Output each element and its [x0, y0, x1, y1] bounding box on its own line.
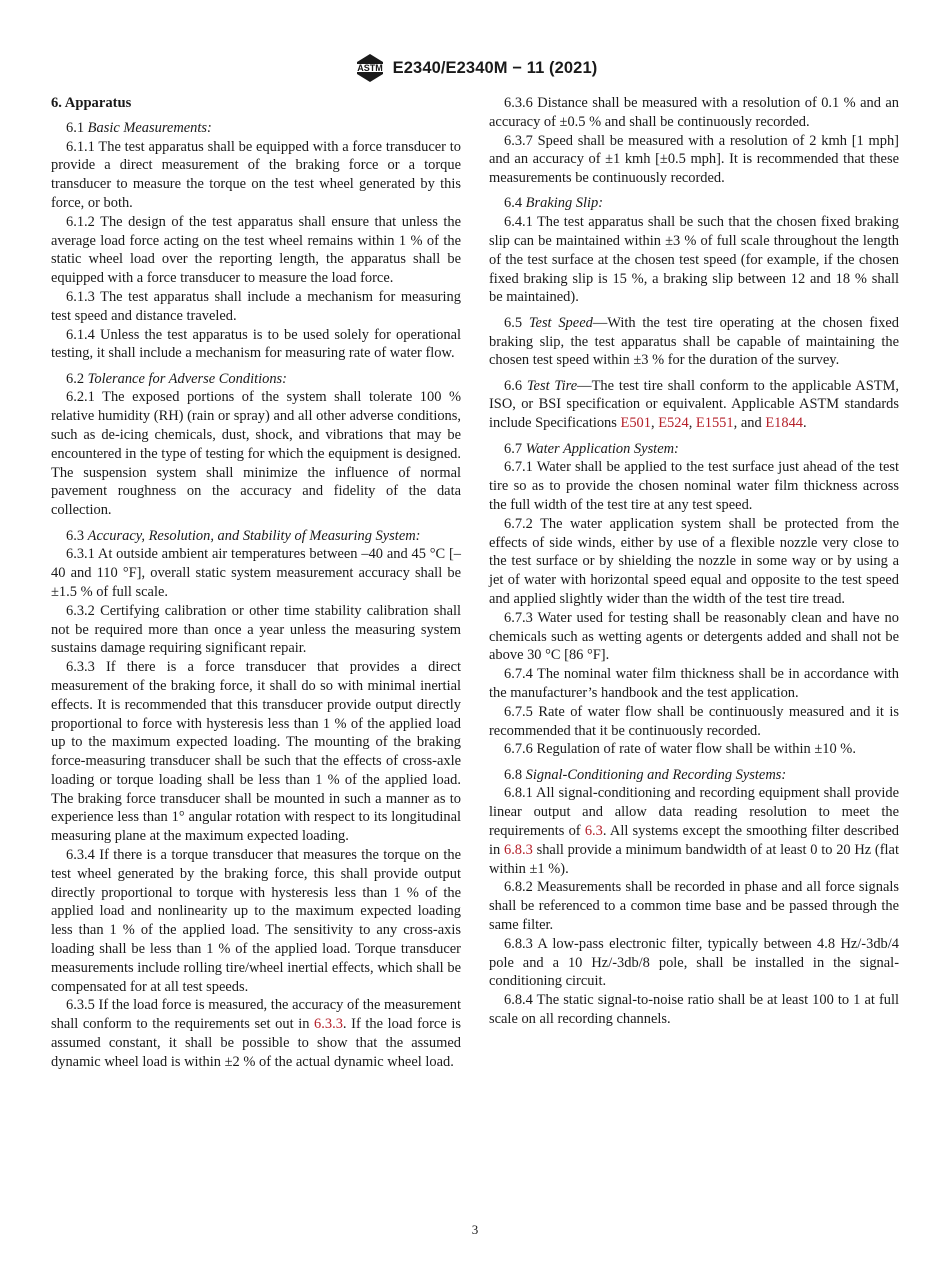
paragraph-6-3-7: 6.3.7 Speed shall be measured with a resolution of 2 kmh [1 mph] and an accuracy of ±1 kmh [±0.5 mph]. It is recommended that these measurements be continuously recorded. — [489, 132, 899, 187]
svg-text:ASTM: ASTM — [356, 63, 383, 73]
paragraph-6-1-4: 6.1.4 Unless the test apparatus is to be used solely for operational testing, it shall include a mechanism for measuring rate of water flow. — [51, 326, 461, 362]
paragraph-6-3-4: 6.3.4 If there is a torque transducer that measures the torque on the test wheel generated by the braking force, this shall provide output directly proportional to torque with hysteresis less than 1 % of the applied load and nonlinearity up to the maximum expected loading less than 1 % of the applied load. The sensitivity to any cross-axis loading shall be less than 1 % of the applied load. Torque transducer measurements include rolling tire/wheel inertial effects, which shall be compensated for at all test speeds. — [51, 847, 461, 995]
subsection-6-7-title: 6.7 Water Application System: — [504, 440, 679, 457]
astm-logo-icon — [353, 52, 387, 84]
left-column — [51, 94, 461, 1072]
section-heading: 6. Apparatus — [51, 95, 132, 111]
paragraph-6-7-1: 6.7.1 Water shall be applied to the test surface just ahead of the test tire so as to provide the chosen nominal water film thickness across the full width of the test tire at any test speed. — [489, 459, 899, 513]
subsection-6-3-title: 6.3 Accuracy, Resolution, and Stability of Measuring System: — [66, 527, 421, 544]
reference-link-e501[interactable]: E501 — [620, 415, 651, 432]
standard-designation: E2340/E2340M − 11 (2021) — [392, 58, 598, 77]
reference-link-6-3-3[interactable]: 6.3.3 — [314, 1016, 343, 1033]
paragraph-6-5: 6.5 Test Speed—With the test tire operating at the chosen fixed braking slip, the test apparatus shall be capable of maintaining the chosen test speed within ±3 % for the duration of the survey. — [489, 314, 900, 369]
paragraph-6-8-2: 6.8.2 Measurements shall be recorded in phase and all force signals shall be referenced to a common time base and be passed through the same filter. — [489, 879, 899, 933]
reference-link-6-8-3[interactable]: 6.8.3 — [503, 841, 533, 858]
paragraph-6-7-6: 6.7.6 Regulation of rate of water flow shall be within ±10 %. — [504, 741, 856, 758]
paragraph-6-1-3: 6.1.3 The test apparatus shall include a mechanism for measuring test speed and distance traveled. — [51, 288, 461, 324]
paragraph-6-7-3: 6.7.3 Water used for testing shall be reasonably clean and have no chemicals such as wetting agents or detergents added and shall not be above 30 °C [86 °F]. — [489, 609, 899, 664]
subsection-6-2-title: 6.2 Tolerance for Adverse Conditions: — [66, 370, 287, 387]
paragraph-6-7-5: 6.7.5 Rate of water flow shall be continuously measured and it is recommended that it be continuously recorded. — [489, 703, 899, 739]
paragraph-6-3-2: 6.3.2 Certifying calibration or other time stability calibration shall not be required more than once a year unless the measuring system sustains damage requiring significant repair. — [51, 602, 461, 657]
paragraph-6-8-3: 6.8.3 A low-pass electronic filter, typically between 4.8 Hz/-3db/4 pole and a 10 Hz/-3db/8 pole, shall be installed in the signal-conditioning circuit. — [489, 935, 899, 990]
reference-link-6-3[interactable]: 6.3 — [584, 822, 603, 839]
paragraph-6-3-3: 6.3.3 If there is a force transducer that provides a direct measurement of the braking force, it shall do so with minimal inertial effects. It is recommended that this transducer provide output directly proportional to force with hysteresis less than 1 % of the applied load up to the maximum expected loading. The mounting of the braking force-measuring transducer shall be such that the effects of cross-axle loading or torque loading shall be less than 1 % of the applied load. The braking force transducer shall be mounted in such a manner as to experience less than 1° angular rotation with respect to its longitudinal measuring plane at the maximum expected loading. — [51, 659, 461, 845]
paragraph-6-2-1: 6.2.1 The exposed portions of the system shall tolerate 100 % relative humidity (RH) (rain or spray) and all other adverse conditions, such as de-icing chemicals, dust, shock, and vibrations that may be encountered in the type of testing for which the equipment is designed. The suspension system shall minimize the influence of normal pavement roughness on the accuracy and fidelity of the data collection. — [51, 389, 461, 519]
subsection-6-1-title: 6.1 Basic Measurements: — [66, 119, 212, 136]
paragraph-6-7-4: 6.7.4 The nominal water film thickness shall be in accordance with the manufacturer’s handbook and the test application. — [489, 666, 899, 701]
paragraph-6-3-6: 6.3.6 Distance shall be measured with a resolution of 0.1 % and an accuracy of ±0.5 % and shall be continuously recorded. — [489, 95, 899, 130]
paragraph-6-3-5: 6.3.5 If the load force is measured, the accuracy of the measurement shall conform to the requirements set out in 6.3.3. If the load force is assumed constant, it shall be possible to show that the assumed dynamic wheel load is within ±2 % of the actual dynamic wheel load. — [51, 997, 461, 1070]
page-header — [0, 52, 950, 84]
paragraph-6-8-1: 6.8.1 All signal-conditioning and recording equipment shall provide linear output and allow data reading resolution to meet the requirements of 6.3. All systems except the smoothing filter described in 6.8.3 shall provide a minimum bandwidth of at least 0 to 20 Hz (flat within ±1 %). — [489, 785, 899, 877]
paragraph-6-1-2: 6.1.2 The design of the test apparatus shall ensure that unless the average load force acting on the test wheel remains within 1 % of the static wheel load over the reporting length, the apparatus shall be equipped with a force transducer to measure the load force. — [51, 213, 461, 287]
reference-link-e524[interactable]: E524 — [658, 415, 689, 432]
reference-link-e1551[interactable]: E1551 — [695, 415, 734, 432]
paragraph-6-3-1: 6.3.1 At outside ambient air temperatures between –40 and 45 °C [–40 and 110 °F], overall static system measurement accuracy shall be ±1.5 % of full scale. — [51, 546, 461, 600]
right-column — [489, 94, 899, 1029]
paragraph-6-7-2: 6.7.2 The water application system shall be protected from the effects of side winds, either by use of a flexible nozzle very close to the test surface or by shielding the nozzle in some way or by using a jet of water with horizontal speed equal and opposite to the test speed and applied slightly wider than the width of the test tire tread. — [489, 515, 899, 607]
paragraph-6-6: 6.6 Test Tire—The test tire shall conform to the applicable ASTM, ISO, or BSI specification or equivalent. Applicable ASTM standards include Specifications E501, E524, E1551, and E1844. — [489, 377, 900, 432]
reference-link-e1844[interactable]: E1844 — [765, 415, 804, 432]
paragraph-6-8-4: 6.8.4 The static signal-to-noise ratio shall be at least 100 to 1 at full scale on all recording channels. — [489, 992, 899, 1027]
subsection-6-4-title: 6.4 Braking Slip: — [504, 195, 604, 212]
paragraph-6-1-1: 6.1.1 The test apparatus shall be equipped with a force transducer to provide a direct measurement of the braking force or a torque transducer to measure the torque on the test wheel generated by this force, or both. — [51, 138, 461, 211]
page-number: 3 — [471, 1222, 479, 1237]
subsection-6-8-title: 6.8 Signal-Conditioning and Recording Systems: — [504, 766, 787, 783]
paragraph-6-4-1: 6.4.1 The test apparatus shall be such that the chosen fixed braking slip can be maintained within ±3 % of full scale throughout the length of the test surface at the chosen test speed (for example, if the chosen fixed braking slip is 15 %, a braking slip between 12 and 18 % shall be maintained). — [489, 214, 899, 306]
